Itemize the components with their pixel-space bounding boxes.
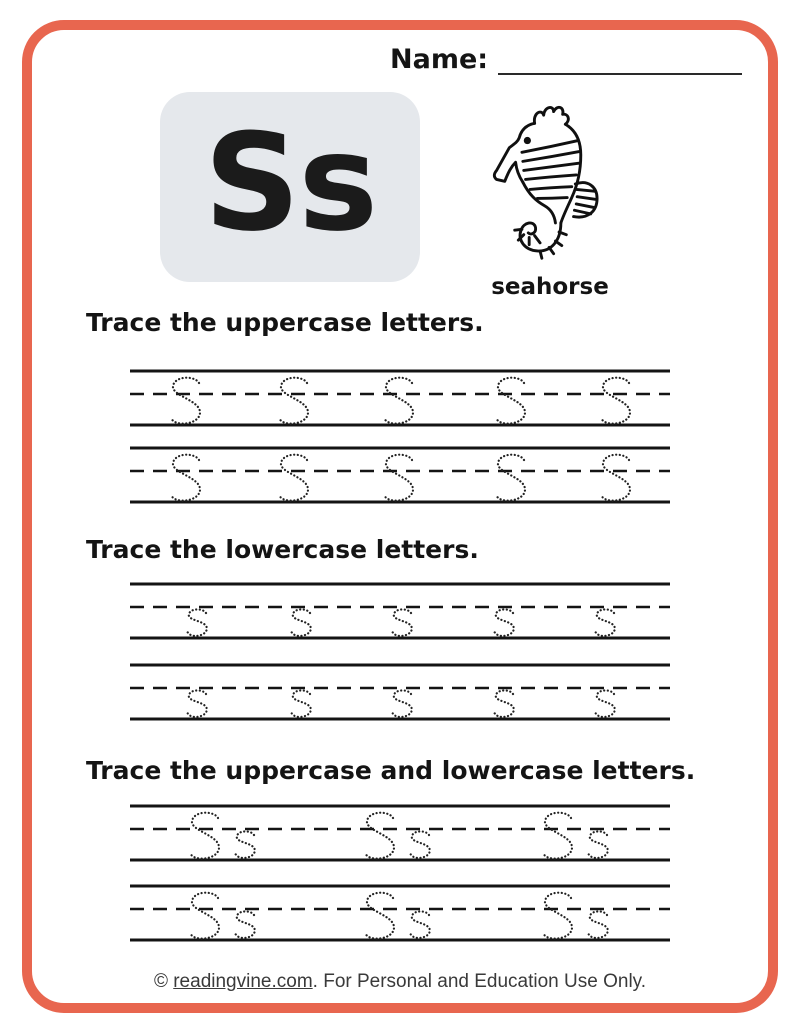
heading-uppercase: Trace the uppercase letters.: [86, 308, 484, 337]
letter-card: [160, 92, 420, 282]
trace-row-lowercase-1: [130, 582, 670, 640]
trace-letter-pair: [190, 893, 608, 939]
footer-link[interactable]: readingvine.com: [173, 971, 313, 992]
trace-letters-uppercase: [171, 378, 630, 424]
illustration-figure: [460, 98, 640, 300]
heading-lowercase: Trace the lowercase letters.: [86, 535, 479, 564]
footer: [0, 971, 800, 993]
trace-row-mixed-2: [130, 884, 670, 942]
name-field-row: [390, 44, 742, 76]
trace-row-lowercase-2: [130, 663, 670, 721]
seahorse-icon: [480, 98, 620, 270]
letter-card-text: Ss: [203, 105, 377, 261]
trace-row-uppercase-2: [130, 446, 670, 504]
heading-mixed: Trace the uppercase and lowercase letters.: [86, 756, 696, 785]
footer-usage-text: . For Personal and Education Use Only.: [312, 971, 647, 992]
footer-copyright: ©: [153, 971, 174, 992]
trace-letters-lowercase: [188, 690, 615, 717]
trace-letters-uppercase: [171, 455, 630, 501]
name-write-line: [498, 73, 742, 75]
trace-row-mixed-1: [130, 804, 670, 862]
name-label: Name:: [390, 44, 489, 75]
trace-row-uppercase-1: [130, 369, 670, 427]
illustration-caption: seahorse: [491, 274, 609, 300]
trace-letters-lowercase: [188, 609, 615, 636]
trace-letter-pair: [190, 813, 608, 859]
